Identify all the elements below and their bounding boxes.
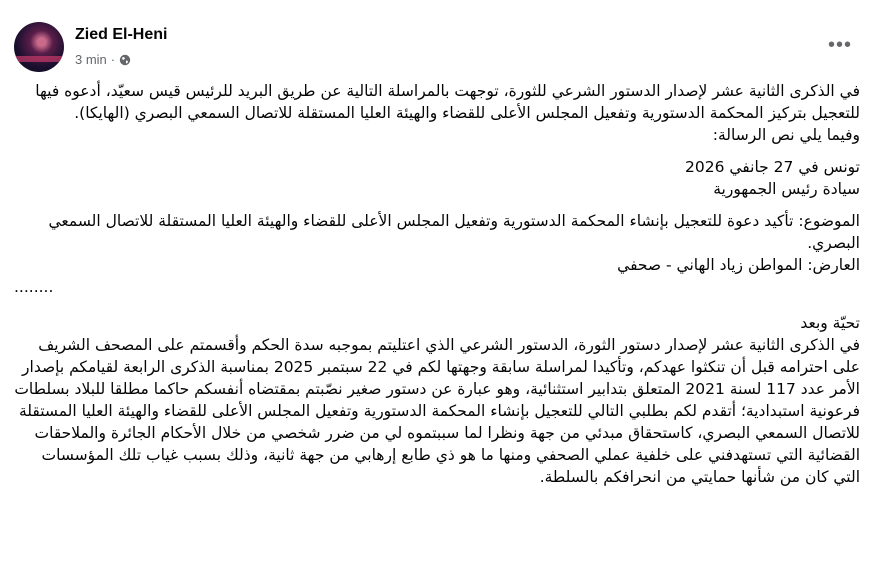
author-name[interactable]: Zied El-Heni bbox=[75, 26, 168, 43]
letter-sender: العارض: المواطن زياد الهاني - صحفي bbox=[617, 256, 860, 274]
letter-greeting: تحيّة وبعد bbox=[800, 314, 860, 332]
meta-separator: · bbox=[110, 52, 116, 67]
post-meta bbox=[75, 52, 131, 67]
globe-icon[interactable] bbox=[119, 54, 131, 66]
letter-subject: الموضوع: تأكيد دعوة للتعجيل بإنشاء المحكمة الدستورية وتفعيل المجلس الأعلى للقضاء والهيئة العليا المستقلة للاتصال السمعي البصري. bbox=[48, 212, 860, 252]
author-avatar[interactable] bbox=[14, 22, 64, 72]
post-header bbox=[14, 22, 858, 74]
letter-recipient: سيادة رئيس الجمهورية bbox=[713, 180, 860, 198]
post-intro: في الذكرى الثانية عشر لإصدار الدستور الشرعي للثورة، توجهت بالمراسلة التالية عن طريق البريد للرئيس قيس سعيّد، أدعوه فيها للتعجيل بتركيز المحكمة الدستورية وتفعيل المجلس الأعلى للقضاء والهيئة العليا المستقلة للاتصال السمعي البصري (الهايكا). bbox=[35, 82, 860, 122]
letter-place-date: تونس في 27 جانفي 2026 bbox=[684, 158, 860, 176]
letter-main-paragraph: في الذكرى الثانية عشر لإصدار دستور الثورة، الدستور الشرعي الذي اعتليتم بموجبه سدة الحكم وأقسمتم على المصحف الشريف على احترامه قبل أن تنكثوا عهدكم، وتأكيدا لمراسلة سابقة وجهتها لكم في 22 سبتمبر 2025 بمناسبة الذكرى الرابعة لقيامكم بإصدار الأمر عدد 117 لسنة 2021 المتعلق بتدابير استثنائية، وهو عبارة عن دستور صغير نصّبتم بمقتضاه أنفسكم حاكما مطلقا للبلاد بسلطات فرعونية استبدادية؛ أتقدم لكم بطلبي التالي للتعجيل بإنشاء المحكمة الدستورية وتفعيل المجلس الأعلى للقضاء والهيئة العليا المستقلة للاتصال السمعي البصري، كاستحقاق مبدئي من جهة ونظرا لما سببتموه لي من ضرر شخصي من خلال الأحكام الجائرة والملاحقات القضائية التي تستهدفني على خلفية عملي الصحفي ومنها ما هو ذي طابع إرهابي من جهة ثانية، وذلك بسبب غياب تلك المؤسسات التي كان من شأنها حمايتي من انحرافكم بالسلطة. bbox=[14, 336, 860, 486]
letter-ellipsis: ........ bbox=[14, 278, 54, 296]
post-timestamp[interactable]: 3 min bbox=[75, 52, 107, 67]
more-options-button[interactable]: ••• bbox=[827, 34, 852, 56]
post-lead: وفيما يلي نص الرسالة: bbox=[712, 126, 860, 144]
post-body bbox=[14, 80, 860, 488]
